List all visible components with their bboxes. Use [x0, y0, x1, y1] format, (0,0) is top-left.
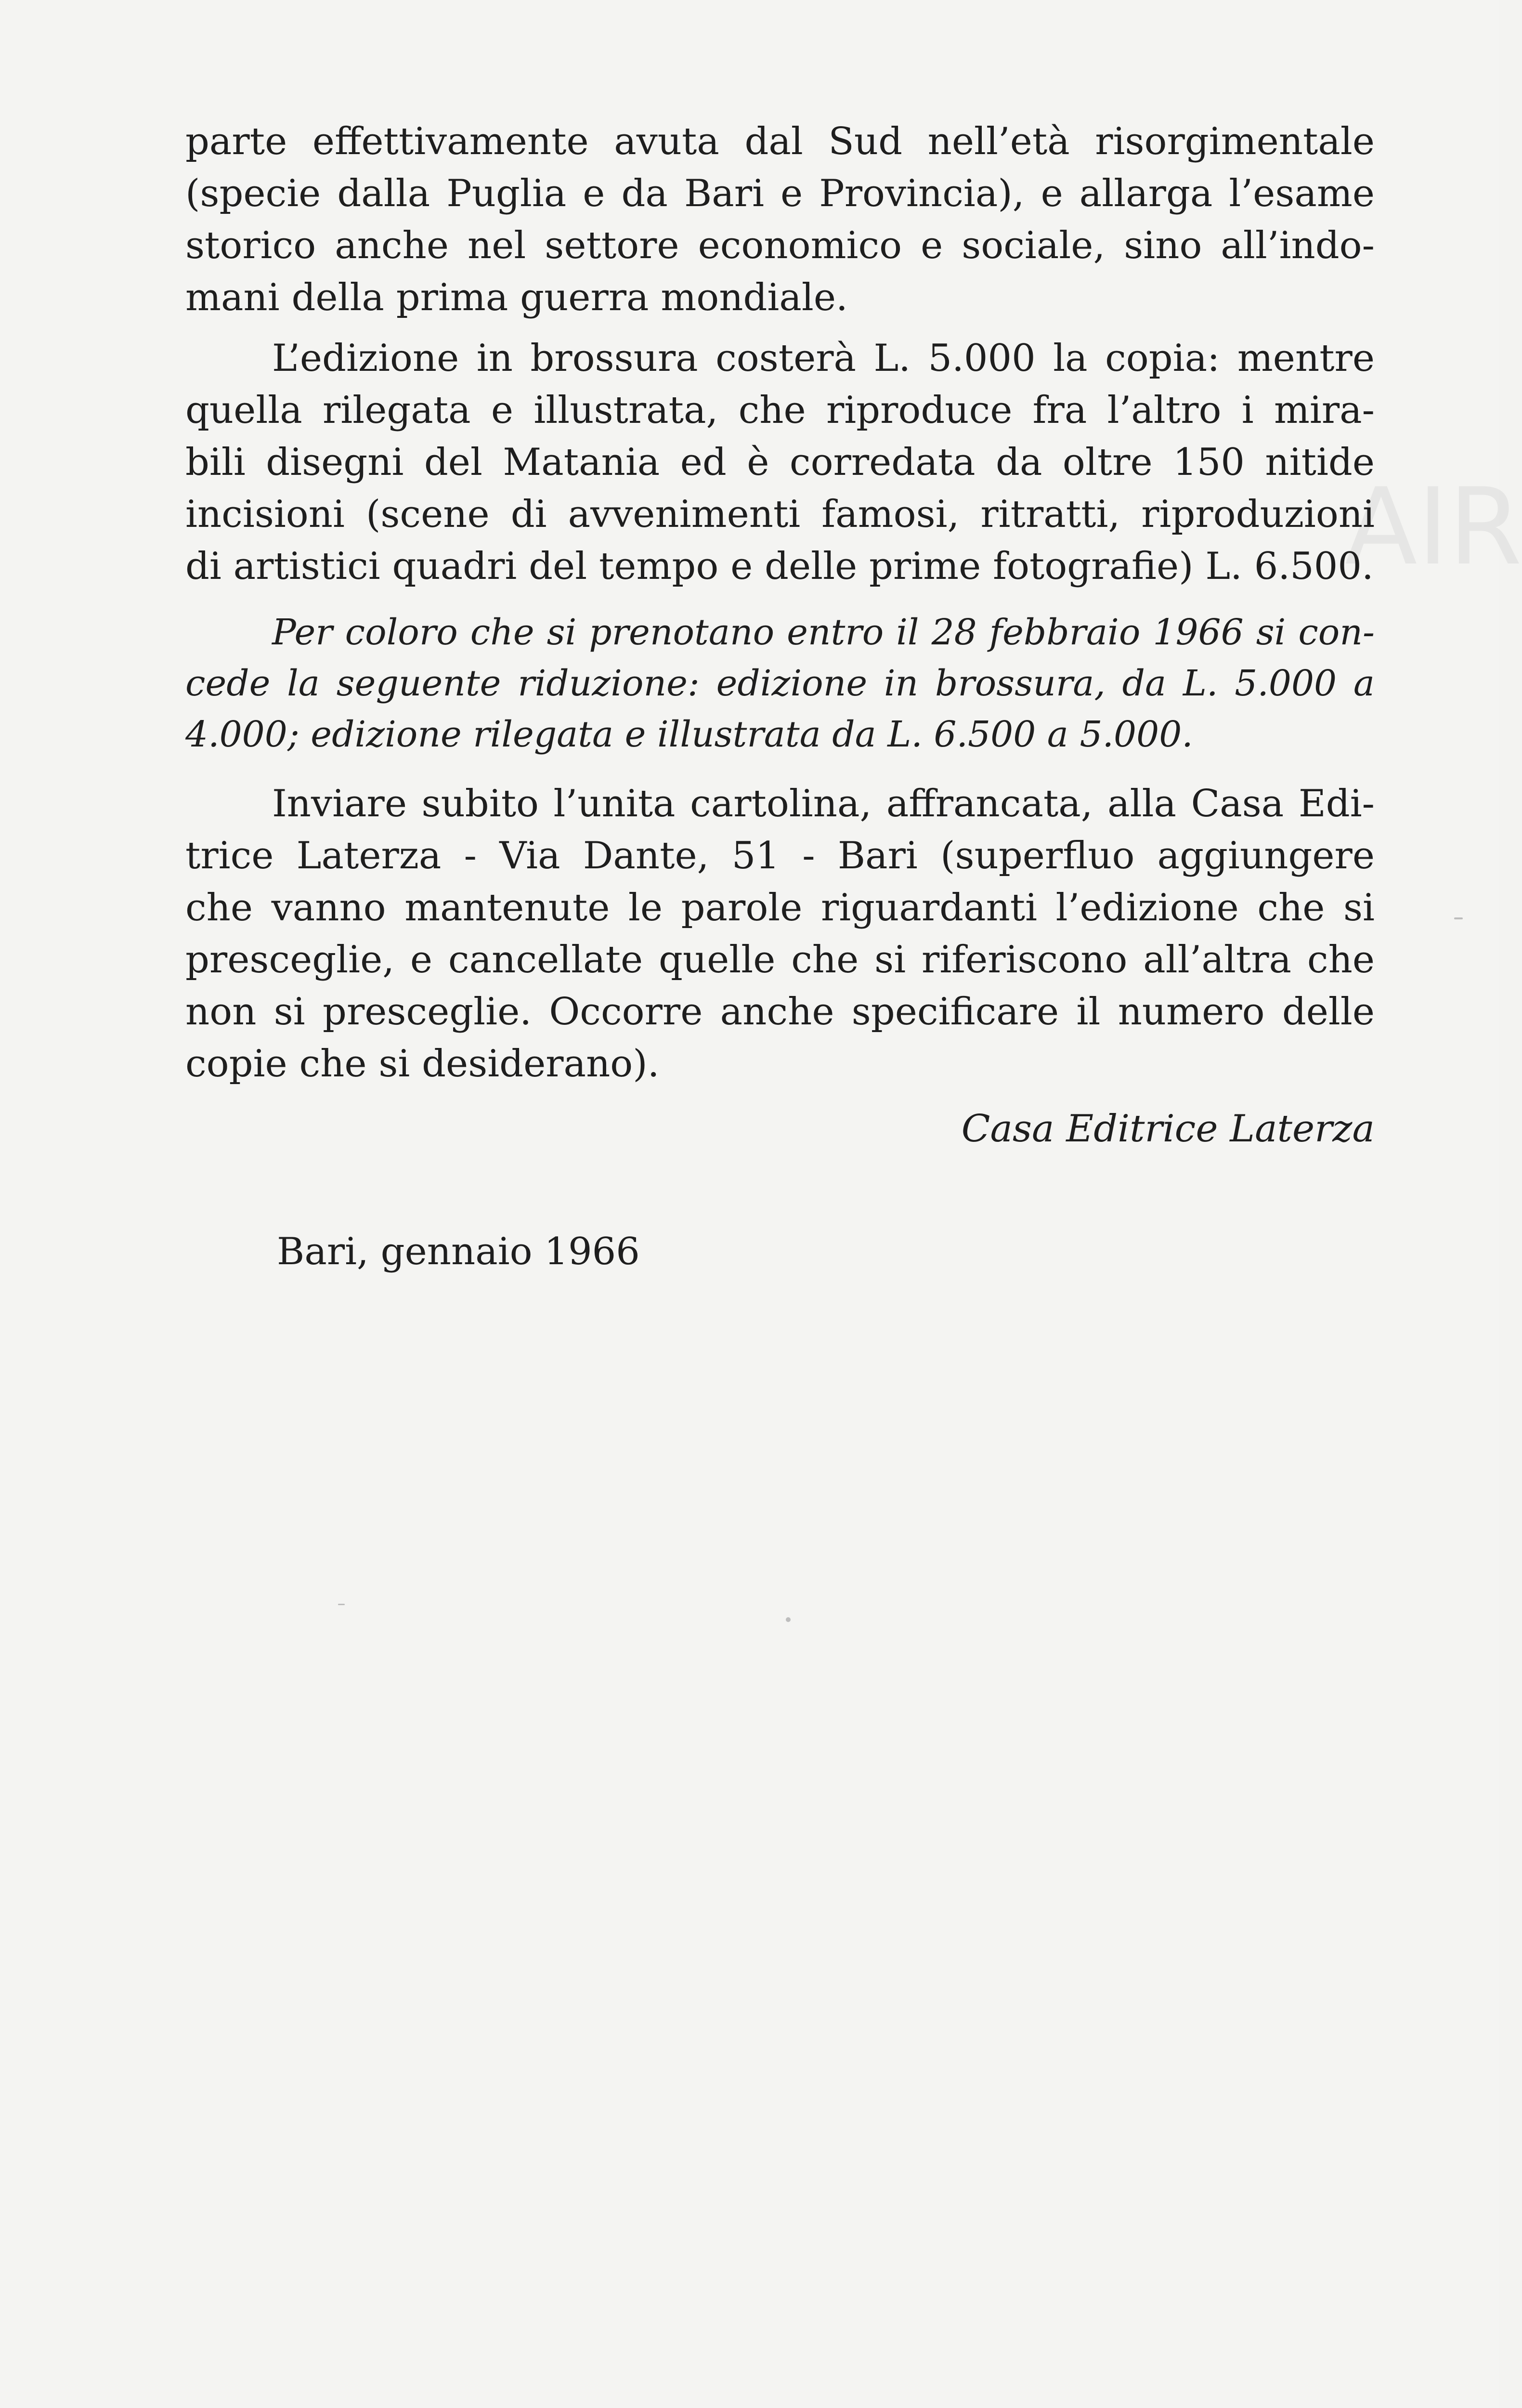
paragraph-3-line-1: Per coloro che si prenotano entro il 28 febbraio 1966 si con- [272, 612, 1375, 653]
paragraph-4-line-5: non si presceglie. Occorre anche specificare il numero delle [185, 990, 1375, 1034]
paragraph-4-line-6: copie che si desiderano). [185, 1042, 660, 1086]
paragraph-1-line-4: mani della prima guerra mondiale. [185, 276, 848, 319]
paragraph-4-line-1: Inviare subito l’unita cartolina, affrancata, alla Casa Edi- [272, 782, 1375, 825]
paragraph-1-line-1: parte effettivamente avuta dal Sud nell’età risorgimentale [185, 120, 1375, 163]
paragraph-4-line-4: presceglie, e cancellate quelle che si riferiscono all’altra che [185, 938, 1375, 982]
paragraph-2 [185, 332, 1375, 592]
paragraph-3 [185, 607, 1375, 760]
paragraph-2-line-5: di artistici quadri del tempo e delle prime fotografie) L. 6.500. [185, 545, 1374, 588]
paragraph-3-line-3: 4.000; edizione rilegata e illustrata da L. 6.500 a 5.000. [185, 714, 1193, 755]
paper-speck [1454, 917, 1463, 919]
publisher-signature: Casa Editrice Laterza [961, 1107, 1375, 1151]
paper-speck [338, 1604, 345, 1605]
paragraph-2-line-3: bili disegni del Matania ed è corredata da oltre 150 nitide [185, 441, 1375, 484]
dateline: Bari, gennaio 1966 [277, 1230, 640, 1273]
show-through-artifact: AIR [1345, 465, 1522, 589]
paper-speck [786, 1617, 791, 1622]
paragraph-4-line-3: che vanno mantenute le parole riguardanti l’edizione che si [185, 886, 1375, 929]
paragraph-1 [185, 116, 1375, 324]
paragraph-4 [185, 778, 1375, 1090]
paragraph-2-line-1: L’edizione in brossura costerà L. 5.000 la copia: mentre [272, 337, 1375, 380]
paragraph-1-line-3: storico anche nel settore economico e sociale, sino all’indo- [185, 224, 1375, 267]
paragraph-2-line-4: incisioni (scene di avvenimenti famosi, ritratti, riproduzioni [185, 493, 1375, 536]
paragraph-2-line-2: quella rilegata e illustrata, che riproduce fra l’altro i mira- [185, 389, 1375, 432]
paragraph-4-line-2: trice Laterza - Via Dante, 51 - Bari (superfluo aggiungere [185, 834, 1375, 877]
paragraph-3-line-2: cede la seguente riduzione: edizione in brossura, da L. 5.000 a [185, 663, 1375, 704]
paragraph-1-line-2: (specie dalla Puglia e da Bari e Provincia), e allarga l’esame [185, 172, 1375, 215]
